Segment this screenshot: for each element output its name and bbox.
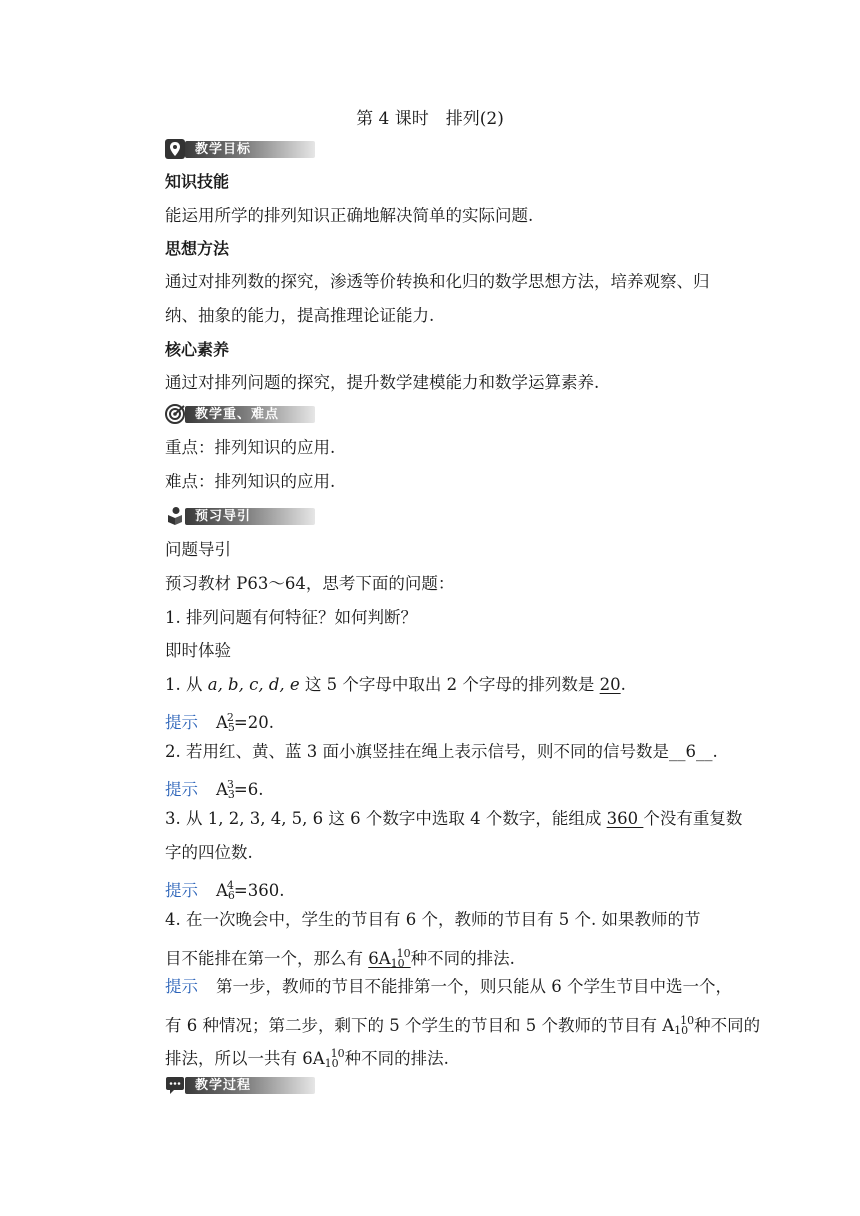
banner-teaching-goals <box>165 139 315 159</box>
chat-bubble-icon <box>165 1075 185 1095</box>
text-knowledge: 能运用所学的排列知识正确地解决简单的实际问题. <box>165 206 534 225</box>
hint-3: 提示 $A_6^4=360$. <box>165 879 285 902</box>
hint-label: 提示 <box>165 780 198 799</box>
hint-label: 提示 <box>165 977 198 996</box>
banner-label: 教学重、难点 <box>195 407 280 422</box>
exercise-3-line-1: 3. 从 1, 2, 3, 4, 5, 6 这 6 个数字中选取 4 个数字，能组成 360 个没有重复数 <box>165 809 743 828</box>
heading-method: 思想方法 <box>165 239 230 258</box>
exercise-2: 2. 若用红、黄、蓝 3 面小旗竖挂在绳上表示信号，则不同的信号数是__6__. <box>165 742 718 761</box>
banner-label: 预习导引 <box>195 509 252 524</box>
answer-blank: 360 <box>606 809 644 828</box>
answer-blank: $6A_{10}^{10}$ <box>368 947 411 970</box>
banner-key-points <box>165 404 315 424</box>
banner-label: 教学目标 <box>195 142 252 157</box>
text-method-2: 纳、抽象的能力，提高推理论证能力. <box>165 306 435 325</box>
page-title: 第 4 课时 排列(2) <box>356 109 504 129</box>
location-pin-icon <box>165 139 185 159</box>
question-1: 1. 排列问题有何特征？如何判断？ <box>165 608 417 627</box>
text-practice: 即时体验 <box>165 641 231 660</box>
text-focus: 重点：排列知识的应用. <box>165 438 336 457</box>
banner-preview <box>165 506 315 526</box>
text-difficulty: 难点：排列知识的应用. <box>165 472 336 491</box>
hint-1: 提示 $A_5^2=20$. <box>165 711 274 734</box>
exercise-4-line-2: 目不能排在第一个，那么有 $6A_{10}^{10}$种不同的排法. <box>165 947 515 970</box>
heading-knowledge: 知识技能 <box>165 172 230 191</box>
heading-literacy: 核心素养 <box>165 340 230 359</box>
answer-blank: 20 <box>599 675 621 694</box>
banner-label: 教学过程 <box>195 1078 252 1093</box>
text-guide: 问题导引 <box>165 540 231 559</box>
exercise-3-line-2: 字的四位数. <box>165 843 253 862</box>
hint-label: 提示 <box>165 881 198 900</box>
hint-2: 提示 $A_3^3=6$. <box>165 778 264 801</box>
exercise-1: 1. 从 a, b, c, d, e 这 5 个字母中取出 2 个字母的排列数是 20. <box>165 675 626 694</box>
exercise-4-line-1: 4. 在一次晚会中，学生的节目有 6 个，教师的节目有 5 个. 如果教师的节 <box>165 910 701 929</box>
text-method-1: 通过对排列数的探究，渗透等价转换和化归的数学思想方法，培养观察、归 <box>165 272 710 291</box>
person-reading-icon <box>165 506 185 526</box>
target-icon <box>165 404 185 424</box>
banner-process <box>165 1075 315 1095</box>
hint-4-line-3: 排法，所以一共有 $6A_{10}^{10}$种不同的排法. <box>165 1047 449 1070</box>
hint-4-line-1: 提示 第一步，教师的节目不能排第一个，则只能从 6 个学生节目中选一个， <box>165 977 732 996</box>
answer-blank: __6__ <box>668 742 713 761</box>
hint-4-line-2: 有 6 种情况；第二步，剩下的 5 个学生的节目和 5 个教师的节目有 $A_{10}^{10}$种不同的 <box>165 1014 761 1037</box>
text-read: 预习教材 P63～64，思考下面的问题： <box>165 574 455 593</box>
hint-label: 提示 <box>165 713 198 732</box>
text-literacy: 通过对排列问题的探究，提升数学建模能力和数学运算素养. <box>165 373 600 392</box>
